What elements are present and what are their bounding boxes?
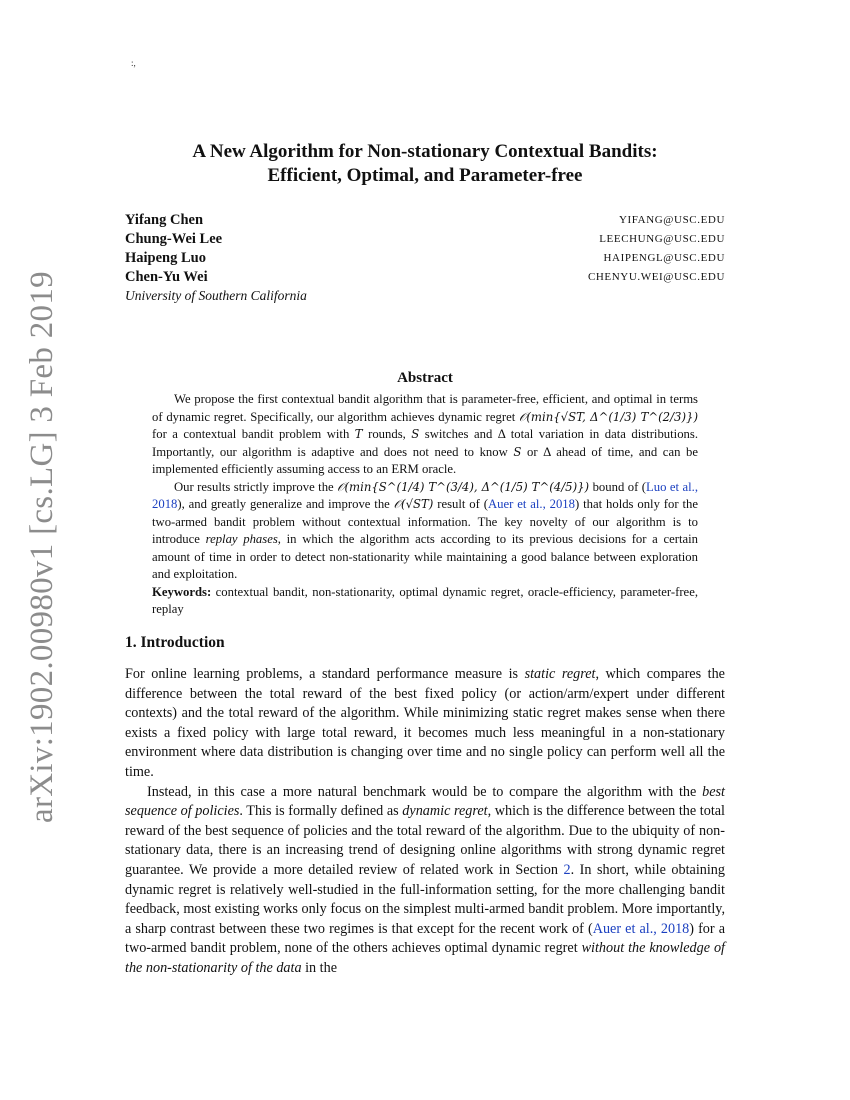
author-email[interactable]: LEECHUNG@USC.EDU <box>599 233 725 245</box>
text-run: ) for a two-armed bandit problem, none of the others achieves optimal dynamic regret <box>125 920 725 957</box>
title-line-1: A New Algorithm for Non-stationary Contextual Bandits: <box>192 141 658 162</box>
intro-paragraph-2 <box>125 783 725 979</box>
introduction-body <box>125 665 725 979</box>
text-run: rounds, <box>362 427 412 441</box>
emphasis: dynamic regret <box>402 803 488 820</box>
text-run: result of ( <box>433 497 488 511</box>
keywords-label: Keywords: <box>152 584 212 599</box>
affiliation: University of Southern California <box>125 288 307 303</box>
abstract-paragraph-2 <box>152 479 698 584</box>
abstract-heading: Abstract <box>397 370 453 386</box>
author-name: Haipeng Luo <box>125 250 206 266</box>
citation-link[interactable]: Luo et al., 2018 <box>152 479 698 511</box>
text-run: ), and greatly generalize and improve the <box>177 497 394 511</box>
emphasis: static regret <box>524 666 596 682</box>
citation-link[interactable]: Auer et al., 2018 <box>487 497 575 511</box>
author-row <box>125 212 725 231</box>
abstract-paragraph-1 <box>152 391 698 479</box>
author-name: Chung-Wei Lee <box>125 231 223 247</box>
math-S: S <box>513 444 522 459</box>
title-line-2: Efficient, Optimal, and Parameter-free <box>267 165 583 186</box>
author-name: Chen-Yu Wei <box>125 269 208 285</box>
text-run: For online learning problems, a standard performance measure is <box>125 666 525 682</box>
citation-link[interactable]: Auer et al., 2018 <box>592 920 690 937</box>
text-run: , in which the algorithm acts according to its previous decisions for a certain amount of time in order to detect non-stationarity while maintaining a good balance between exploration and exploitation. <box>152 532 698 581</box>
intro-paragraph-1 <box>125 665 725 783</box>
text-run: or Δ ahead of time, and can be implemented efficiently assuming access to an ERM oracle. <box>152 444 698 476</box>
author-block <box>125 212 725 304</box>
author-email[interactable]: HAIPENGL@USC.EDU <box>603 252 725 264</box>
emphasis: replay phases <box>205 532 278 546</box>
math-sqrt-st: 𝒪(√ST) <box>393 497 434 511</box>
text-run: Instead, in this case a more natural benchmark would be to compare the algorithm with the <box>147 783 703 800</box>
abstract-body <box>152 391 698 619</box>
paper-title <box>125 140 725 188</box>
author-email[interactable]: CHENYU.WEI@USC.EDU <box>587 271 725 283</box>
author-row <box>125 269 725 288</box>
text-run: in the <box>301 959 338 976</box>
emphasis: best sequence of policies <box>125 783 725 820</box>
text-run: . This is formally defined as <box>239 803 403 820</box>
math-S: S <box>411 427 420 441</box>
text-run: , which is the difference between the total reward of the best sequence of policies and the total reward of the algorithm. Due to the ubiquity of non-stationary data, there is an increasing trend of designing online algorithms with strong dynamic regret guarantee. We provide a more detailed review of related work in Section <box>125 803 725 878</box>
keywords <box>152 584 698 619</box>
text-run: ) that holds only for the two-armed bandit problem without contextual information. The key novelty of our algorithm is to introduce <box>152 497 698 546</box>
section-heading: 1. Introduction <box>125 634 225 651</box>
keywords-list: contextual bandit, non-stationarity, optimal dynamic regret, oracle-efficiency, parameter-free, replay <box>152 584 698 616</box>
math-prior-bound: 𝒪(min{S^(1/4) T^(3/4), Δ^(1/5) T^(4/5)}) <box>337 479 590 494</box>
text-run: Our results strictly improve the <box>174 479 338 494</box>
arxiv-identifier: arXiv:1902.00980v1 [cs.LG] 3 Feb 2019 <box>24 271 60 823</box>
text-run: switches and Δ total variation in data distributions. Importantly, our algorithm is adaptive and does not need to know <box>152 427 698 459</box>
author-name: Yifang Chen <box>125 212 204 228</box>
emphasis: without the knowledge of the non-stationarity of the data <box>125 940 725 976</box>
math-dynamic-regret-bound: 𝒪(min{√ST, Δ^(1/3) T^(2/3)}) <box>519 409 698 424</box>
author-row <box>125 250 725 269</box>
text-run: bound of ( <box>589 479 646 494</box>
text-run: for a contextual bandit problem with <box>152 427 355 441</box>
author-email[interactable]: YIFANG@USC.EDU <box>618 214 725 226</box>
text-run: We propose the first contextual bandit algorithm that is parameter-free, efficient, and optimal in terms of dynamic regret. Specifically, our algorithm achieves dynamic regret <box>152 392 698 424</box>
text-run: . In short, while obtaining dynamic regret is relatively well-studied in the full-information setting, for the more challenging bandit feedback, most existing works only focus on the simplest multi-armed bandit problem. More importantly, a sharp contrast between these two regimes is that except for the recent work of ( <box>125 861 725 937</box>
text-run: , which compares the difference between the total reward of the best fixed policy (or action/arm/expert under different contexts) and the total reward of the algorithm. While minimizing static regret makes sense when there exists a fixed policy with large total reward, it becomes much less meaningful in a non-stationary environment where data distribution is changing over time and no single policy can perform well all the time. <box>125 666 725 780</box>
corner-mark: :, <box>131 58 136 68</box>
math-T: T <box>354 427 363 441</box>
section-reference-link[interactable]: 2 <box>563 861 571 878</box>
author-row <box>125 231 725 250</box>
